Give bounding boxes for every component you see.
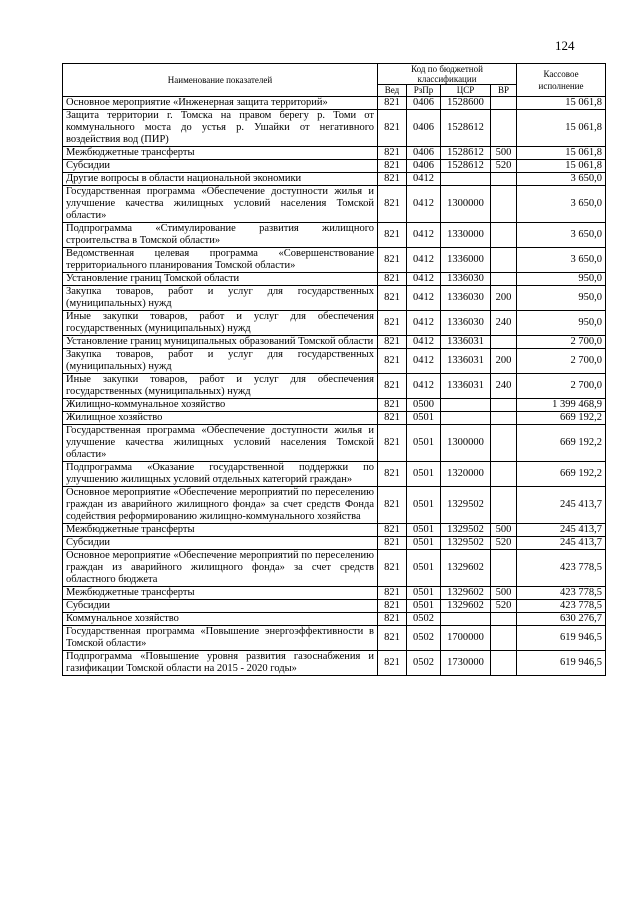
row-csr: 1528600 bbox=[441, 97, 491, 110]
table-row bbox=[63, 173, 606, 186]
row-vr: 500 bbox=[491, 524, 517, 537]
row-name: Установление границ Томской области bbox=[63, 273, 378, 286]
table-row bbox=[63, 147, 606, 160]
row-rzpr: 0412 bbox=[407, 286, 441, 311]
row-vr bbox=[491, 223, 517, 248]
row-csr: 1330000 bbox=[441, 223, 491, 248]
column-header-rzpr: РзПр bbox=[407, 85, 441, 97]
row-name: Иные закупки товаров, работ и услуг для обеспечения государственных (муниципальных) нужд bbox=[63, 374, 378, 399]
table-row bbox=[63, 412, 606, 425]
column-header-name: Наименование показателей bbox=[63, 64, 378, 97]
row-name: Закупка товаров, работ и услуг для государственных (муниципальных) нужд bbox=[63, 349, 378, 374]
row-vr bbox=[491, 412, 517, 425]
row-name: Подпрограмма «Стимулирование развития жилищного строительства в Томской области» bbox=[63, 223, 378, 248]
row-ved: 821 bbox=[378, 147, 407, 160]
row-name: Основное мероприятие «Инженерная защита территорий» bbox=[63, 97, 378, 110]
row-csr bbox=[441, 613, 491, 626]
row-rzpr: 0412 bbox=[407, 223, 441, 248]
row-name: Подпрограмма «Оказание государственной поддержки по улучшению жилищных условий отдельных категорий граждан» bbox=[63, 462, 378, 487]
row-amount: 619 946,5 bbox=[517, 626, 606, 651]
row-rzpr: 0501 bbox=[407, 487, 441, 524]
row-csr: 1528612 bbox=[441, 110, 491, 147]
row-rzpr: 0501 bbox=[407, 412, 441, 425]
table-row bbox=[63, 223, 606, 248]
row-vr bbox=[491, 399, 517, 412]
row-name: Жилищное хозяйство bbox=[63, 412, 378, 425]
row-name: Иные закупки товаров, работ и услуг для обеспечения государственных (муниципальных) нужд bbox=[63, 311, 378, 336]
row-ved: 821 bbox=[378, 160, 407, 173]
row-amount: 3 650,0 bbox=[517, 248, 606, 273]
row-vr bbox=[491, 487, 517, 524]
row-rzpr: 0501 bbox=[407, 425, 441, 462]
row-amount: 423 778,5 bbox=[517, 550, 606, 587]
row-csr: 1300000 bbox=[441, 186, 491, 223]
header-row-1 bbox=[63, 64, 606, 85]
row-amount: 245 413,7 bbox=[517, 524, 606, 537]
row-csr: 1336031 bbox=[441, 349, 491, 374]
row-csr: 1320000 bbox=[441, 462, 491, 487]
row-ved: 821 bbox=[378, 336, 407, 349]
row-amount: 15 061,8 bbox=[517, 160, 606, 173]
row-ved: 821 bbox=[378, 223, 407, 248]
table-row bbox=[63, 399, 606, 412]
row-vr bbox=[491, 550, 517, 587]
row-amount: 630 276,7 bbox=[517, 613, 606, 626]
row-amount: 15 061,8 bbox=[517, 97, 606, 110]
row-vr bbox=[491, 173, 517, 186]
row-rzpr: 0412 bbox=[407, 311, 441, 336]
table-row bbox=[63, 311, 606, 336]
row-vr bbox=[491, 97, 517, 110]
row-ved: 821 bbox=[378, 399, 407, 412]
row-rzpr: 0501 bbox=[407, 537, 441, 550]
row-ved: 821 bbox=[378, 462, 407, 487]
row-vr bbox=[491, 273, 517, 286]
row-amount: 15 061,8 bbox=[517, 110, 606, 147]
row-name: Межбюджетные трансферты bbox=[63, 147, 378, 160]
table-row bbox=[63, 374, 606, 399]
row-vr bbox=[491, 613, 517, 626]
table-row bbox=[63, 97, 606, 110]
row-amount: 619 946,5 bbox=[517, 651, 606, 676]
row-csr: 1336030 bbox=[441, 286, 491, 311]
row-vr bbox=[491, 651, 517, 676]
table-row bbox=[63, 110, 606, 147]
row-ved: 821 bbox=[378, 374, 407, 399]
row-name: Защита территории г. Томска на правом берегу р. Томи от коммунального моста до устья р. Ушайки от негативного воздействия вод (ПИР) bbox=[63, 110, 378, 147]
row-rzpr: 0412 bbox=[407, 173, 441, 186]
row-rzpr: 0501 bbox=[407, 524, 441, 537]
row-ved: 821 bbox=[378, 248, 407, 273]
table-row bbox=[63, 626, 606, 651]
table-row bbox=[63, 248, 606, 273]
row-rzpr: 0406 bbox=[407, 160, 441, 173]
row-ved: 821 bbox=[378, 600, 407, 613]
row-rzpr: 0412 bbox=[407, 186, 441, 223]
row-ved: 821 bbox=[378, 524, 407, 537]
row-name: Установление границ муниципальных образований Томской области bbox=[63, 336, 378, 349]
row-name: Ведомственная целевая программа «Совершенствование территориального планирования Томской области» bbox=[63, 248, 378, 273]
row-csr: 1336031 bbox=[441, 374, 491, 399]
table-row bbox=[63, 273, 606, 286]
table-row bbox=[63, 651, 606, 676]
page-number: 124 bbox=[555, 38, 575, 53]
row-name: Межбюджетные трансферты bbox=[63, 524, 378, 537]
row-rzpr: 0501 bbox=[407, 587, 441, 600]
table-row bbox=[63, 349, 606, 374]
row-name: Межбюджетные трансферты bbox=[63, 587, 378, 600]
row-amount: 669 192,2 bbox=[517, 462, 606, 487]
row-vr bbox=[491, 110, 517, 147]
row-ved: 821 bbox=[378, 425, 407, 462]
column-header-code-group: Код по бюджетной классификации bbox=[378, 64, 517, 85]
table-row bbox=[63, 613, 606, 626]
row-vr: 520 bbox=[491, 160, 517, 173]
table-row bbox=[63, 600, 606, 613]
row-rzpr: 0406 bbox=[407, 110, 441, 147]
row-ved: 821 bbox=[378, 537, 407, 550]
row-csr: 1336031 bbox=[441, 336, 491, 349]
row-rzpr: 0406 bbox=[407, 147, 441, 160]
row-vr bbox=[491, 425, 517, 462]
row-vr: 520 bbox=[491, 600, 517, 613]
row-csr: 1329502 bbox=[441, 487, 491, 524]
row-vr: 500 bbox=[491, 587, 517, 600]
row-csr: 1336030 bbox=[441, 311, 491, 336]
row-name: Основное мероприятие «Обеспечение мероприятий по переселению граждан из аварийного жилищного фонда» за счет средств областного бюджета bbox=[63, 550, 378, 587]
row-amount: 2 700,0 bbox=[517, 336, 606, 349]
table-row bbox=[63, 425, 606, 462]
row-name: Государственная программа «Повышение энергоэффективности в Томской области» bbox=[63, 626, 378, 651]
row-rzpr: 0502 bbox=[407, 613, 441, 626]
row-amount: 950,0 bbox=[517, 273, 606, 286]
table-row bbox=[63, 524, 606, 537]
row-name: Субсидии bbox=[63, 537, 378, 550]
row-csr bbox=[441, 399, 491, 412]
row-ved: 821 bbox=[378, 349, 407, 374]
row-amount: 3 650,0 bbox=[517, 223, 606, 248]
row-name: Другие вопросы в области национальной экономики bbox=[63, 173, 378, 186]
row-csr: 1336000 bbox=[441, 248, 491, 273]
row-ved: 821 bbox=[378, 97, 407, 110]
row-ved: 821 bbox=[378, 550, 407, 587]
row-name: Основное мероприятие «Обеспечение мероприятий по переселению граждан из аварийного жилищного фонда» за счет средств Фонда содействия реформированию жилищно-коммунального хозяйства bbox=[63, 487, 378, 524]
row-amount: 3 650,0 bbox=[517, 173, 606, 186]
row-ved: 821 bbox=[378, 173, 407, 186]
row-csr: 1329502 bbox=[441, 537, 491, 550]
row-name: Государственная программа «Обеспечение доступности жилья и улучшение качества жилищных условий населения Томской области» bbox=[63, 186, 378, 223]
row-csr: 1528612 bbox=[441, 160, 491, 173]
row-csr: 1528612 bbox=[441, 147, 491, 160]
table-row bbox=[63, 550, 606, 587]
row-rzpr: 0500 bbox=[407, 399, 441, 412]
row-vr: 240 bbox=[491, 311, 517, 336]
row-ved: 821 bbox=[378, 110, 407, 147]
row-vr: 200 bbox=[491, 286, 517, 311]
row-amount: 669 192,2 bbox=[517, 412, 606, 425]
row-ved: 821 bbox=[378, 186, 407, 223]
row-vr: 500 bbox=[491, 147, 517, 160]
row-rzpr: 0412 bbox=[407, 349, 441, 374]
row-rzpr: 0406 bbox=[407, 97, 441, 110]
row-name: Субсидии bbox=[63, 160, 378, 173]
row-amount: 950,0 bbox=[517, 311, 606, 336]
row-vr bbox=[491, 248, 517, 273]
row-ved: 821 bbox=[378, 487, 407, 524]
row-amount: 2 700,0 bbox=[517, 374, 606, 399]
row-name: Коммунальное хозяйство bbox=[63, 613, 378, 626]
row-csr: 1329602 bbox=[441, 550, 491, 587]
row-amount: 950,0 bbox=[517, 286, 606, 311]
row-ved: 821 bbox=[378, 286, 407, 311]
table-row bbox=[63, 336, 606, 349]
row-name: Субсидии bbox=[63, 600, 378, 613]
row-rzpr: 0501 bbox=[407, 462, 441, 487]
row-amount: 669 192,2 bbox=[517, 425, 606, 462]
table-row bbox=[63, 587, 606, 600]
row-vr bbox=[491, 462, 517, 487]
row-rzpr: 0502 bbox=[407, 651, 441, 676]
row-vr bbox=[491, 336, 517, 349]
row-amount: 2 700,0 bbox=[517, 349, 606, 374]
column-header-execution: Кассовое исполнение bbox=[517, 64, 606, 97]
row-ved: 821 bbox=[378, 412, 407, 425]
row-amount: 245 413,7 bbox=[517, 537, 606, 550]
table-row bbox=[63, 462, 606, 487]
row-csr: 1730000 bbox=[441, 651, 491, 676]
row-vr: 200 bbox=[491, 349, 517, 374]
row-ved: 821 bbox=[378, 587, 407, 600]
table-row bbox=[63, 286, 606, 311]
row-amount: 3 650,0 bbox=[517, 186, 606, 223]
row-name: Жилищно-коммунальное хозяйство bbox=[63, 399, 378, 412]
column-header-vr: ВР bbox=[491, 85, 517, 97]
row-ved: 821 bbox=[378, 651, 407, 676]
table-row bbox=[63, 537, 606, 550]
row-amount: 15 061,8 bbox=[517, 147, 606, 160]
table-row bbox=[63, 186, 606, 223]
row-vr bbox=[491, 626, 517, 651]
row-amount: 245 413,7 bbox=[517, 487, 606, 524]
table-row bbox=[63, 160, 606, 173]
row-name: Закупка товаров, работ и услуг для государственных (муниципальных) нужд bbox=[63, 286, 378, 311]
row-csr: 1329602 bbox=[441, 587, 491, 600]
row-rzpr: 0412 bbox=[407, 273, 441, 286]
row-rzpr: 0412 bbox=[407, 248, 441, 273]
row-name: Государственная программа «Обеспечение доступности жилья и улучшение качества жилищных условий населения Томской области» bbox=[63, 425, 378, 462]
table-row bbox=[63, 487, 606, 524]
row-rzpr: 0412 bbox=[407, 336, 441, 349]
row-csr: 1700000 bbox=[441, 626, 491, 651]
row-rzpr: 0501 bbox=[407, 550, 441, 587]
row-amount: 1 399 468,9 bbox=[517, 399, 606, 412]
row-rzpr: 0502 bbox=[407, 626, 441, 651]
row-csr: 1300000 bbox=[441, 425, 491, 462]
row-ved: 821 bbox=[378, 613, 407, 626]
row-rzpr: 0412 bbox=[407, 374, 441, 399]
row-csr bbox=[441, 412, 491, 425]
row-csr bbox=[441, 173, 491, 186]
row-csr: 1336030 bbox=[441, 273, 491, 286]
row-ved: 821 bbox=[378, 273, 407, 286]
row-name: Подпрограмма «Повышение уровня развития газоснабжения и газификации Томской области на 2015 - 2020 годы» bbox=[63, 651, 378, 676]
row-ved: 821 bbox=[378, 626, 407, 651]
row-vr: 520 bbox=[491, 537, 517, 550]
column-header-ved: Вед bbox=[378, 85, 407, 97]
row-csr: 1329502 bbox=[441, 524, 491, 537]
row-rzpr: 0501 bbox=[407, 600, 441, 613]
row-amount: 423 778,5 bbox=[517, 587, 606, 600]
row-vr: 240 bbox=[491, 374, 517, 399]
row-amount: 423 778,5 bbox=[517, 600, 606, 613]
row-csr: 1329602 bbox=[441, 600, 491, 613]
row-ved: 821 bbox=[378, 311, 407, 336]
column-header-csr: ЦСР bbox=[441, 85, 491, 97]
budget-table bbox=[62, 63, 606, 676]
row-vr bbox=[491, 186, 517, 223]
